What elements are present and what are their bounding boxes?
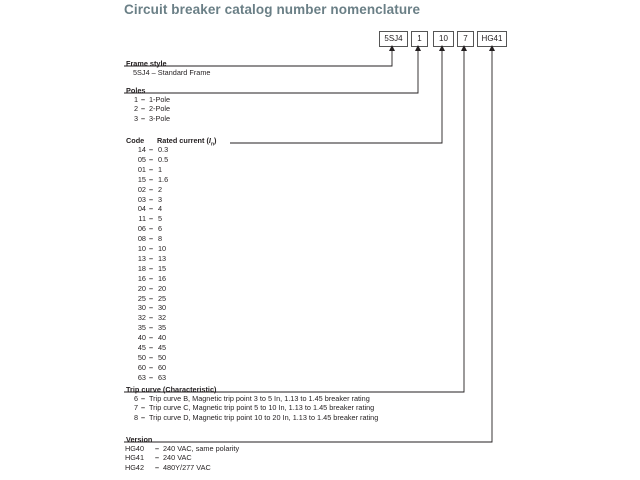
version-dash: – bbox=[155, 462, 160, 472]
current-desc: 13 bbox=[158, 253, 167, 263]
version-code: HG41 bbox=[124, 453, 144, 463]
current-desc: 0.5 bbox=[158, 154, 169, 164]
frame-item: 5SJ4 – Standard Frame bbox=[133, 68, 211, 77]
poles-dash: – bbox=[141, 113, 146, 123]
current-dash: – bbox=[149, 313, 154, 323]
current-code: 32 bbox=[137, 313, 146, 323]
poles-code: 2 bbox=[133, 104, 138, 114]
current-desc: 10 bbox=[158, 244, 167, 253]
current-value-heading: Rated current $(I_n)$ bbox=[157, 136, 217, 148]
current-dash: – bbox=[149, 224, 154, 234]
current-desc: 63 bbox=[158, 372, 167, 382]
current-code: 45 bbox=[137, 343, 146, 352]
current-dash: – bbox=[149, 164, 154, 174]
poles-heading: Poles bbox=[126, 86, 146, 95]
arrowhead-poles bbox=[415, 45, 421, 51]
trip-dash: – bbox=[141, 403, 146, 413]
current-dash: – bbox=[149, 263, 154, 273]
current-dash: – bbox=[149, 333, 154, 343]
current-code: 14 bbox=[137, 145, 146, 154]
trip-dash: – bbox=[141, 412, 146, 422]
trip-code: 6 bbox=[133, 394, 138, 403]
current-dash: – bbox=[149, 343, 154, 352]
current-dash: – bbox=[149, 214, 154, 224]
arrowhead-current bbox=[439, 45, 445, 51]
current-desc: 4 bbox=[158, 204, 163, 214]
current-code: 01 bbox=[137, 164, 146, 174]
poles-dash: – bbox=[141, 95, 146, 104]
connector-trip bbox=[124, 47, 464, 392]
trip-heading: Trip curve (Characteristic) bbox=[126, 385, 217, 394]
current-dash: – bbox=[149, 253, 154, 263]
poles-desc: 3-Pole bbox=[149, 113, 171, 123]
current-code: 25 bbox=[137, 293, 146, 303]
current-desc: 8 bbox=[158, 234, 163, 244]
current-dash: – bbox=[149, 184, 154, 194]
current-code: 20 bbox=[137, 283, 146, 293]
current-desc: 45 bbox=[158, 343, 167, 352]
current-desc: 5 bbox=[158, 214, 163, 224]
arrowhead-trip bbox=[461, 45, 467, 51]
current-dash: – bbox=[149, 303, 154, 313]
current-code: 03 bbox=[137, 194, 146, 204]
current-desc: 2 bbox=[158, 184, 163, 194]
current-dash: – bbox=[149, 244, 154, 253]
version-dash: – bbox=[155, 453, 160, 463]
version-desc: 240 VAC, same polarity bbox=[163, 444, 240, 453]
current-code: 04 bbox=[137, 204, 146, 214]
current-code: 02 bbox=[137, 184, 146, 194]
arrowhead-version bbox=[489, 45, 495, 51]
current-desc: 32 bbox=[158, 313, 167, 323]
current-code: 63 bbox=[137, 372, 146, 382]
current-code: 15 bbox=[137, 174, 146, 184]
current-code: 11 bbox=[138, 214, 146, 224]
current-dash: – bbox=[149, 293, 154, 303]
poles-code: 3 bbox=[133, 113, 138, 123]
catalog-box-version: HG41 bbox=[477, 31, 507, 47]
current-dash: – bbox=[149, 234, 154, 244]
current-dash: – bbox=[149, 352, 154, 362]
version-dash: – bbox=[155, 444, 160, 453]
connector-version bbox=[124, 47, 492, 442]
page-title: Circuit breaker catalog number nomenclature bbox=[124, 2, 421, 17]
catalog-box-current: 10 bbox=[433, 31, 454, 47]
current-dash: – bbox=[149, 194, 154, 204]
current-dash: – bbox=[149, 154, 154, 164]
poles-dash: – bbox=[141, 104, 146, 114]
current-desc: 25 bbox=[158, 293, 167, 303]
trip-code: 7 bbox=[133, 403, 138, 413]
current-dash: – bbox=[149, 204, 154, 214]
version-code: HG42 bbox=[124, 462, 144, 472]
current-desc: 15 bbox=[158, 263, 167, 273]
current-code: 05 bbox=[137, 154, 146, 164]
poles-desc: 1-Pole bbox=[149, 95, 171, 104]
current-code: 50 bbox=[137, 352, 146, 362]
current-desc: 50 bbox=[158, 352, 167, 362]
current-code: 30 bbox=[137, 303, 146, 313]
current-desc: 30 bbox=[158, 303, 167, 313]
current-code: 40 bbox=[137, 333, 146, 343]
version-desc: 480Y/277 VAC bbox=[163, 462, 211, 472]
current-code: 16 bbox=[137, 273, 146, 283]
current-desc: 1 bbox=[158, 164, 163, 174]
current-desc: 60 bbox=[158, 362, 167, 372]
current-dash: – bbox=[149, 174, 154, 184]
catalog-box-poles: 1 bbox=[411, 31, 428, 47]
current-desc: 35 bbox=[158, 323, 167, 333]
current-code: 60 bbox=[137, 362, 146, 372]
trip-desc: Trip curve D, Magnetic trip point 10 to 20 In, 1.13 to 1.45 breaker rating bbox=[149, 412, 379, 422]
poles-desc: 2-Pole bbox=[149, 104, 171, 114]
arrowhead-frame bbox=[389, 45, 395, 51]
current-desc: 3 bbox=[158, 194, 163, 204]
current-code: 08 bbox=[137, 234, 146, 244]
current-desc: 40 bbox=[158, 333, 167, 343]
trip-code: 8 bbox=[133, 412, 138, 422]
current-dash: – bbox=[149, 323, 154, 333]
trip-dash: – bbox=[141, 394, 146, 403]
current-dash: – bbox=[149, 145, 154, 154]
catalog-box-trip: 7 bbox=[457, 31, 474, 47]
connector-current bbox=[230, 47, 442, 143]
current-desc: 1.6 bbox=[158, 174, 169, 184]
catalog-box-frame: 5SJ4 bbox=[379, 31, 408, 47]
current-desc: 6 bbox=[158, 224, 163, 234]
trip-desc: Trip curve C, Magnetic trip point 5 to 10 In, 1.13 to 1.45 breaker rating bbox=[149, 403, 375, 413]
trip-desc: Trip curve B, Magnetic trip point 3 to 5 In, 1.13 to 1.45 breaker rating bbox=[149, 394, 370, 403]
current-desc: 0.3 bbox=[158, 145, 169, 154]
current-desc: 16 bbox=[158, 273, 167, 283]
version-code: HG40 bbox=[124, 444, 144, 453]
current-dash: – bbox=[149, 362, 154, 372]
current-code: 35 bbox=[137, 323, 146, 333]
current-dash: – bbox=[149, 273, 154, 283]
frame-heading: Frame style bbox=[126, 59, 167, 68]
current-desc: 20 bbox=[158, 283, 167, 293]
poles-code: 1 bbox=[133, 95, 138, 104]
current-code: 10 bbox=[137, 244, 146, 253]
current-dash: – bbox=[149, 372, 154, 382]
current-code: 18 bbox=[137, 263, 146, 273]
current-code: 06 bbox=[137, 224, 146, 234]
version-heading: Version bbox=[126, 435, 153, 444]
current-code-heading: Code bbox=[126, 136, 145, 145]
current-code: 13 bbox=[137, 253, 146, 263]
version-desc: 240 VAC bbox=[163, 453, 192, 463]
current-dash: – bbox=[149, 283, 154, 293]
